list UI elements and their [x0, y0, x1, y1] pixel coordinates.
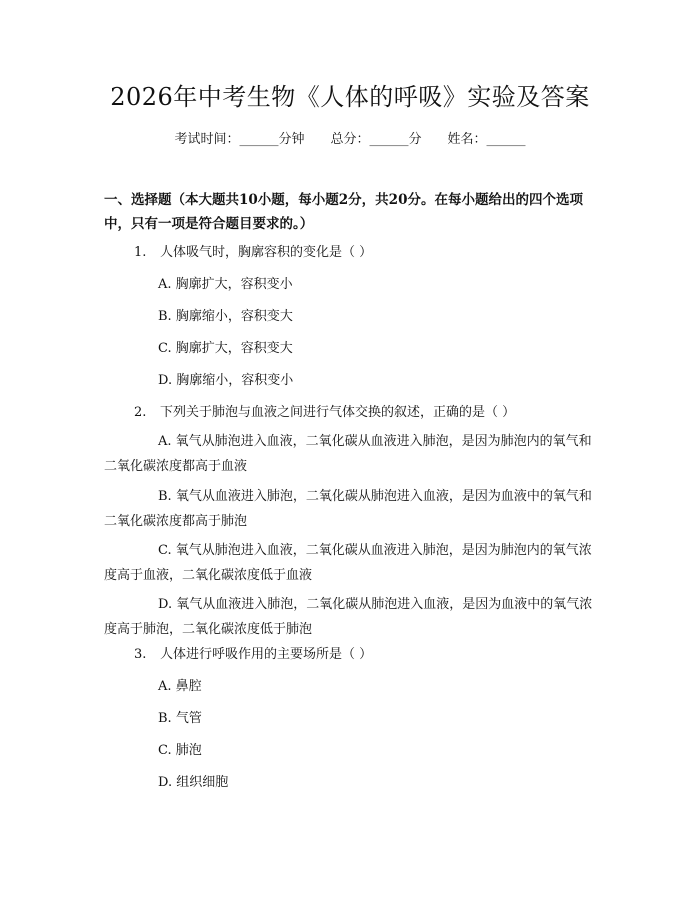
question-3-option-b: B. 气管	[158, 711, 202, 726]
question-text: 下列关于肺泡与血液之间进行气体交换的叙述，正确的是（ ）	[160, 405, 516, 420]
question-text: 人体吸气时，胸廓容积的变化是（ ）	[160, 245, 373, 260]
question-2-option-a: A. 氧气从肺泡进入血液，二氧化碳从血液进入肺泡，是因为肺泡内的氧气和二氧化碳浓度都高于血液	[104, 434, 592, 474]
question-number: 1.	[134, 245, 147, 260]
question-3	[134, 645, 594, 665]
question-number: 2.	[134, 405, 147, 420]
section-heading: 一、选择题（本大题共10小题，每小题2分，共20分。在每小题给出的四个选项中，只有一项是符合题目要求的。）	[104, 192, 583, 232]
question-text: 人体进行呼吸作用的主要场所是（ ）	[160, 647, 373, 662]
student-name-field: 姓名：______	[447, 132, 526, 147]
exam-time-field: 考试时间：______分钟	[174, 132, 305, 147]
question-1-option-a: A. 胸廓扩大，容积变小	[158, 277, 293, 292]
question-3-option-a: A. 鼻腔	[158, 679, 202, 694]
total-score-field: 总分：______分	[330, 132, 422, 147]
question-2-option-b: B. 氧气从血液进入肺泡，二氧化碳从肺泡进入血液，是因为血液中的氧气和二氧化碳浓度都高于肺泡	[104, 489, 592, 529]
question-3-option-c: C. 肺泡	[158, 743, 202, 758]
exam-meta	[0, 130, 700, 150]
question-1-option-d: D. 胸廓缩小，容积变小	[158, 373, 294, 388]
page-title: 2026年中考生物《人体的呼吸》实验及答案	[110, 83, 590, 111]
question-1-option-c: C. 胸廓扩大，容积变大	[158, 341, 293, 356]
question-1-option-b: B. 胸廓缩小，容积变大	[158, 309, 293, 324]
question-2-option-d: D. 氧气从血液进入肺泡，二氧化碳从肺泡进入血液，是因为血液中的氧气浓度高于肺泡，二氧化碳浓度低于肺泡	[104, 597, 593, 637]
question-2-option-c: C. 氧气从肺泡进入血液，二氧化碳从血液进入肺泡，是因为肺泡内的氧气浓度高于血液，二氧化碳浓度低于血液	[104, 543, 592, 583]
question-1	[134, 243, 594, 263]
question-2	[134, 403, 594, 423]
question-3-option-d: D. 组织细胞	[158, 775, 229, 790]
question-number: 3.	[134, 647, 147, 662]
